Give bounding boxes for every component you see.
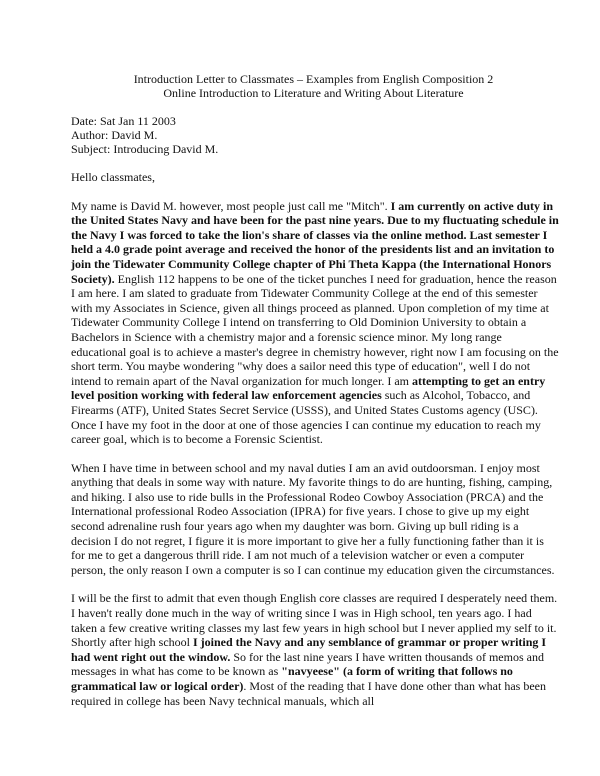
body-paragraph	[71, 199, 560, 447]
meta-author: Author: David M.	[71, 128, 158, 142]
bold-text: attempting to get an entry level position working with federal law enforcement agencies	[71, 373, 546, 403]
text-segment: such as Alcohol, Tobacco, and Firearms (ATF), United States Secret Service (USSS), and United States Customs agency (USC). Once I have my foot in the door at one of those agencies I can continue my education to reach my career goal, which is to become a Forensic Scientist.	[71, 388, 541, 447]
text-segment: I will be the first to admit that even though English core classes are required I desperately need them. I haven't really done much in the way of writing since I was in High school, ten years ago. I had taken a few creative writing classes my last few years in high school but I never applied my self to it. Shortly after high school	[71, 591, 558, 650]
bold-text: I am currently on active duty in the United States Navy and have been for the past nine years. Due to my fluctuating schedule in the Navy I was forced to take the lion's share of classes via the online method. Last semester I held a 4.0 grade point average and received the honor of the presidents list and an invitation to join the Tidewater Community College chapter of Phi Theta Kappa (the International Honors Society).	[71, 198, 559, 286]
header-title: Introduction Letter to Classmates – Examples from English Composition 2	[133, 72, 494, 86]
text-segment: When I have time in between school and my naval duties I am an avid outdoorsman. I enjoy most anything that deals in some way with nature. My favorite things to do are hunting, fishing, camping, and hiking. I also use to ride bulls in the Professional Rodeo Cowboy Association (PRCA) and the International professional Rodeo Association (IPRA) for five years. I chose to give up my eight second adrenaline rush four years ago when my daughter was born. Giving up bull riding is a decision I do not regret, I figure it is more important to give her a fully functioning father than it is for me to get a dangerous thrill ride. I am not much of a television watcher or even a computer person, the only reason I own a computer is so I can continue my education given the circumstances.	[71, 460, 555, 577]
text-segment: My name is David M. however, most people just call me "Mitch".	[71, 198, 391, 213]
letter-meta	[71, 114, 560, 156]
body-paragraph	[71, 461, 560, 578]
greeting: Hello classmates,	[71, 170, 155, 184]
bold-text: I joined the Navy and any semblance of grammar or proper writing I had went right out the window.	[71, 635, 547, 664]
header-subtitle: Online Introduction to Literature and Writing About Literature	[163, 86, 464, 100]
text-segment: So for the last nine years I have written thousands of memos and messages in what has come to be known as	[71, 649, 544, 679]
body-paragraph	[71, 591, 560, 708]
text-segment: English 112 happens to be one of the ticket punches I need for graduation, hence the reason I am here. I am slated to graduate from Tidewater Community College at the end of this semester with my Associates in Science, given all things proceed as planned. Upon completion of my time at Tidewater Community College I intend on transferring to Old Dominion University to obtain a Bachelors in Science with a chemistry major and a forensic science minor. My long range educational goal is to achieve a master's degree in chemistry however, right now I am focusing on the short term. You maybe wondering "why does a sailor need this type of education", well I do not intend to remain apart of the Naval organization for much longer. I am	[71, 271, 559, 388]
letter-body	[71, 199, 560, 709]
text-segment: . Most of the reading that I have done other than what has been required in college has been Navy technical manuals, which all	[71, 679, 546, 708]
bold-text: "navyeese" (a form of writing that follows no grammatical law or logical order)	[71, 664, 513, 693]
document-header	[67, 72, 560, 100]
meta-subject: Subject: Introducing David M.	[71, 142, 219, 156]
meta-date: Date: Sat Jan 11 2003	[71, 114, 176, 128]
